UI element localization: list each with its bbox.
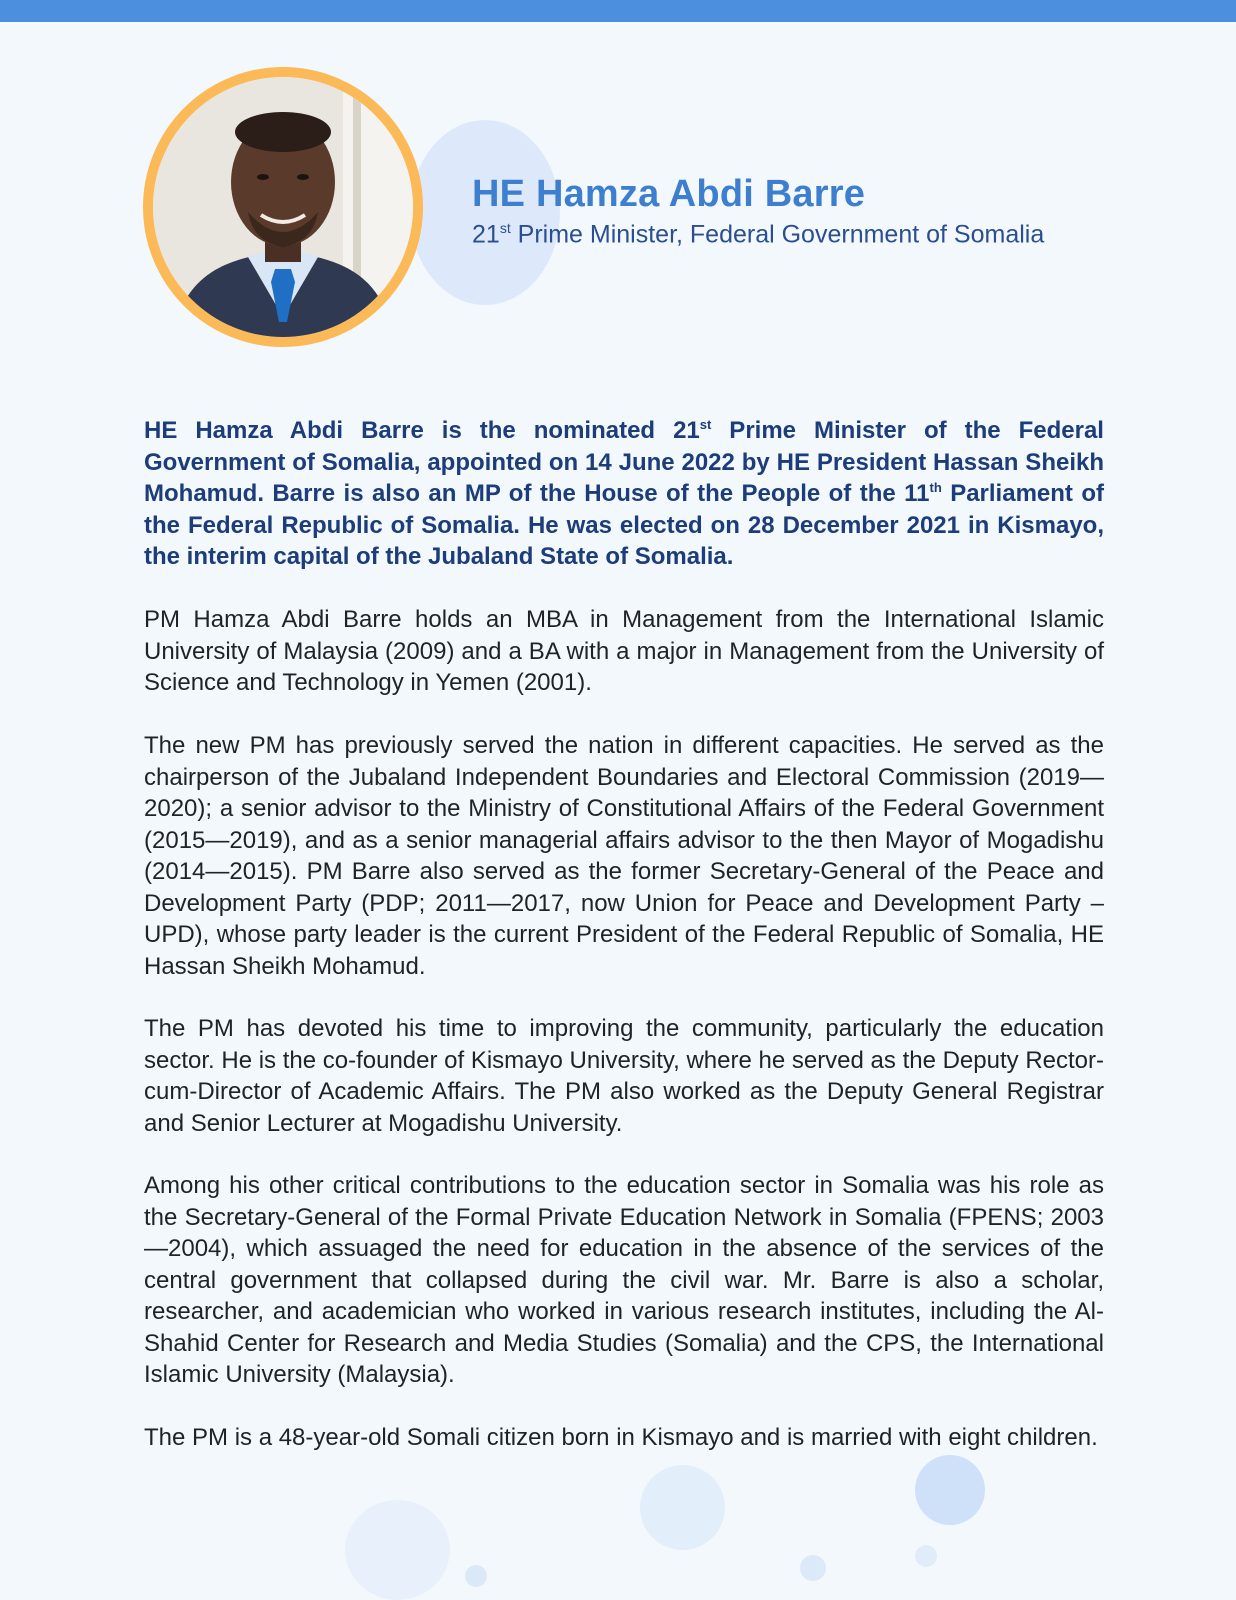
title-ordinal: 21 [472, 220, 500, 249]
decorative-bubble [915, 1545, 937, 1567]
contributions-paragraph: Among his other critical contributions to the education sector in Somalia was his role as the Secretary-General of the Formal Private Education Network in Somalia (FPENS; 2003—2004), which assuaged the need for education in the absence of the services of the central government that collapsed during the civil war. Mr. Barre is also a scholar, researcher, and academician who worked in various research institutes, including the Al-Shahid Center for Research and Media Studies (Somalia) and the CPS, the International Islamic University (Malaysia). [144, 1172, 1104, 1388]
career-paragraph: The new PM has previously served the nation in different capacities. He served as the chairperson of the Jubaland Independent Boundaries and Electoral Commission (2019—2020); a senior advisor to the Ministry of Constitutional Affairs of the Federal Government (2015—2019), and as a senior managerial affairs advisor to the then Mayor of Mogadishu (2014—2015). PM Barre also served as the former Secretary-General of the Peace and Development Party (PDP; 2011—2017, now Union for Peace and Development Party – UPD), whose party leader is the current President of the Federal Republic of Somalia, HE Hassan Sheikh Mohamud. [144, 732, 1104, 980]
community-paragraph: The PM has devoted his time to improving the community, particularly the education sector. He is the co-founder of Kismayo University, where he served as the Deputy Rector-cum-Director of Academic Affairs. The PM also worked as the Deputy General Registrar and Senior Lecturer at Mogadishu University. [144, 1015, 1104, 1137]
portrait-photo [143, 67, 423, 347]
lead-paragraph [144, 415, 1104, 573]
decorative-bubble [345, 1500, 450, 1600]
person-name: HE Hamza Abdi Barre [472, 173, 866, 215]
decorative-bubble [800, 1555, 826, 1581]
education-paragraph: PM Hamza Abdi Barre holds an MBA in Management from the International Islamic University of Malaysia (2009) and a BA with a major in Management from the University of Science and Technology in Yemen (2001). [144, 606, 1104, 696]
top-accent-bar [0, 0, 1236, 22]
decorative-bubble [915, 1455, 985, 1525]
title-text: Prime Minister, Federal Government of Somalia [510, 220, 1045, 249]
lead-text-part: Parliament of the Federal Republic of Somalia. He was elected on 28 December 2021 in Kismayo, the interim capital of the Jubaland State of Somalia. [144, 480, 1104, 570]
decorative-bubble [465, 1565, 487, 1587]
personal-paragraph: The PM is a 48-year-old Somali citizen born in Kismayo and is married with eight children. [144, 1424, 1098, 1451]
lead-superscript: st [699, 417, 712, 432]
lead-superscript: th [929, 480, 942, 495]
person-title [472, 220, 1044, 249]
title-ordinal-suffix: st [499, 220, 511, 236]
lead-text-part: HE Hamza Abdi Barre is the nominated 21 [144, 417, 700, 444]
lead-text-part: Prime Minister of the Federal Government of Somalia, appointed on 14 June 2022 by HE President Hassan Sheikh Mohamud. Barre is also an MP of the House of the People of the 11 [144, 417, 1104, 507]
decorative-bubble [640, 1465, 725, 1550]
portrait-illustration [153, 77, 413, 337]
